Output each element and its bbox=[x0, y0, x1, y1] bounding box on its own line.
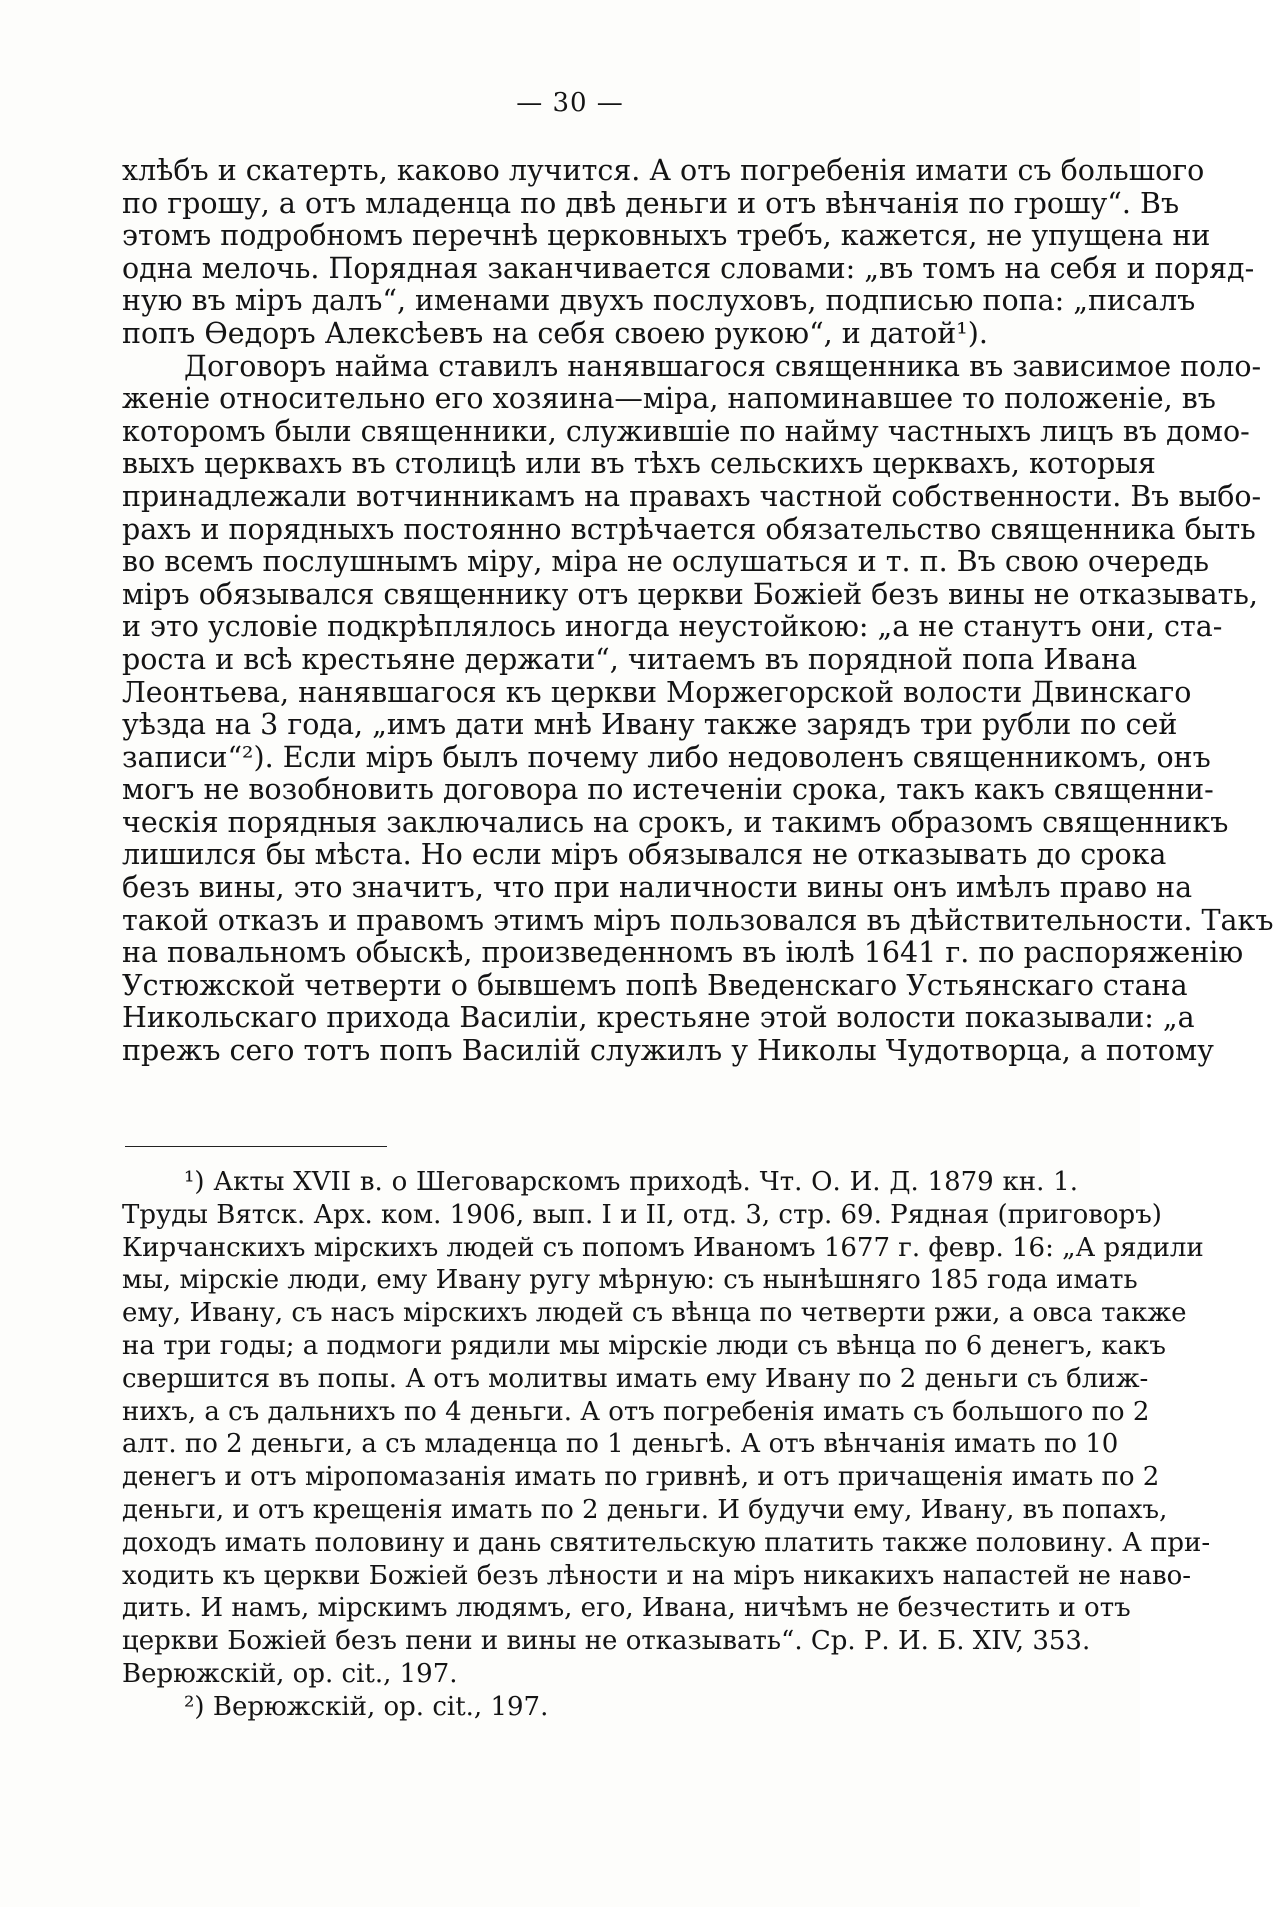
footnote-divider bbox=[125, 1146, 387, 1147]
text-line: записи“²). Если міръ былъ почему либо недоволенъ священникомъ, онъ bbox=[122, 740, 1211, 774]
footnote-line: деньги, и отъ крещенія имать по 2 деньги. И будучи ему, Ивану, въ попахъ, bbox=[122, 1494, 1168, 1525]
text-line: Устюжской четверти о бывшемъ попѣ Введенскаго Устьянскаго стана bbox=[122, 968, 1188, 1002]
footnote-line: Кирчанскихъ мірскихъ людей съ попомъ Иваномъ 1677 г. февр. 16: „А рядили bbox=[122, 1232, 1204, 1263]
text-line: женіе относительно его хозяина—міра, напоминавшее то положеніе, въ bbox=[122, 382, 1216, 416]
page-number: — 30 — bbox=[516, 88, 624, 118]
footnote-line: нихъ, а съ дальнихъ по 4 деньги. А отъ погребенія имать съ большого по 2 bbox=[122, 1396, 1150, 1427]
footnote-1 bbox=[122, 1166, 1211, 1691]
footnote-line: алт. по 2 деньги, а съ младенца по 1 деньгѣ. А отъ вѣнчанія имать по 10 bbox=[122, 1429, 1119, 1460]
paragraph bbox=[122, 154, 1255, 351]
footnote-line: ¹) Акты XVII в. о Шеговарскомъ приходѣ. Чт. О. И. Д. 1879 кн. 1. bbox=[184, 1167, 1078, 1197]
text-line: уѣзда на 3 года, „имъ дати мнѣ Ивану также зарядъ три рубли по сей bbox=[122, 708, 1178, 742]
footnote-line: ему, Ивану, съ насъ мірскихъ людей съ вѣнца по четверти ржи, а овса также bbox=[122, 1298, 1187, 1329]
footnote-line: денегъ и отъ міропомазанія имать по гривнѣ, и отъ причащенія имать по 2 bbox=[122, 1462, 1160, 1493]
text-line: Договоръ найма ставилъ нанявшагося священника въ зависимое поло- bbox=[184, 349, 1262, 383]
text-line: этомъ подробномъ перечнѣ церковныхъ требъ, кажется, не упущена ни bbox=[122, 219, 1211, 253]
text-line: рахъ и порядныхъ постоянно встрѣчается обязательство священника быть bbox=[122, 512, 1256, 546]
main-text bbox=[122, 154, 1273, 1068]
text-line: по грошу, а отъ младенца по двѣ деньги и отъ вѣнчанія по грошу“. Въ bbox=[122, 186, 1180, 220]
text-line: прежъ сего тотъ попъ Василій служилъ у Николы Чудотворца, а потому bbox=[122, 1034, 1214, 1068]
footnote-line: церкви Божіей безъ пени и вины не отказывать“. Ср. Р. И. Б. XIV, 353. bbox=[122, 1626, 1091, 1657]
text-line: на повальномъ обыскѣ, произведенномъ въ іюлѣ 1641 г. по распоряженію bbox=[122, 936, 1244, 970]
text-line: и это условіе подкрѣплялось иногда неустойкою: „а не станутъ они, ста- bbox=[122, 610, 1223, 644]
text-line: во всемъ послушнымъ міру, міра не ослушаться и т. п. Въ свою очередь bbox=[122, 545, 1209, 579]
footnote-line: мы, мірскіе люди, ему Ивану ругу мѣрную: съ нынѣшняго 185 года имать bbox=[122, 1265, 1138, 1296]
text-line: лишился бы мѣста. Но если міръ обязывался не отказывать до срока bbox=[122, 838, 1167, 872]
footnote-line: доходъ имать половину и дань святительскую платить также половину. А при- bbox=[122, 1527, 1211, 1558]
footnote-line: Труды Вятск. Арх. ком. 1906, вып. I и II, отд. 3, стр. 69. Рядная (приговоръ) bbox=[122, 1199, 1162, 1230]
footnote-line: дить. И намъ, мірскимъ людямъ, его, Ивана, ничѣмъ не безчестить и отъ bbox=[122, 1593, 1131, 1624]
footnote-line: ²) Верюжскій, op. cit., 197. bbox=[184, 1691, 549, 1722]
footnotes bbox=[122, 1166, 1211, 1724]
footnote-line: свершится въ попы. А отъ молитвы имать ему Ивану по 2 деньги съ ближ- bbox=[122, 1363, 1149, 1394]
text-line: ную въ міръ далъ“, именами двухъ послуховъ, подписью попа: „писалъ bbox=[122, 284, 1196, 318]
footnote-line: Верюжскій, op. cit., 197. bbox=[122, 1658, 458, 1689]
footnote-line: на три годы; а подмоги рядили мы мірскіе люди съ вѣнца по 6 денегъ, какъ bbox=[122, 1330, 1166, 1361]
text-line: которомъ были священники, служившіе по найму частныхъ лицъ въ домо- bbox=[122, 414, 1250, 448]
footnote-2 bbox=[122, 1691, 1078, 1724]
text-line: такой отказъ и правомъ этимъ міръ пользовался въ дѣйствительности. Такъ bbox=[122, 903, 1273, 937]
text-line: безъ вины, это значитъ, что при наличности вины онъ имѣлъ право на bbox=[122, 871, 1193, 905]
footnote-line: ходить къ церкви Божіей безъ лѣности и на міръ никакихъ напастей не наво- bbox=[122, 1560, 1192, 1591]
text-line: Никольскаго прихода Василіи, крестьяне этой волости показывали: „а bbox=[122, 1001, 1195, 1035]
text-line: Леонтьева, нанявшагося къ церкви Моржегорской волости Двинскаго bbox=[122, 675, 1192, 709]
text-line: роста и всѣ крестьяне держати“, читаемъ въ порядной попа Ивана bbox=[122, 642, 1138, 676]
text-line: міръ обязывался священнику отъ церкви Божіей безъ вины не отказывать, bbox=[122, 577, 1258, 611]
text-line: могъ не возобновить договора по истеченіи срока, такъ какъ священни- bbox=[122, 773, 1214, 807]
text-line: попъ Ѳедоръ Алексѣевъ на себя своею рукою“, и датой¹). bbox=[122, 316, 988, 350]
text-line: выхъ церквахъ въ столицѣ или въ тѣхъ сельскихъ церквахъ, которыя bbox=[122, 447, 1156, 481]
text-line: хлѣбъ и скатерть, каково лучится. А отъ погребенія имати съ большого bbox=[122, 154, 1205, 187]
paragraph bbox=[122, 349, 1273, 1068]
text-line: принадлежали вотчинникамъ на правахъ частной собственности. Въ выбо- bbox=[122, 479, 1262, 513]
text-line: ческія порядныя заключались на срокъ, и такимъ образомъ священникъ bbox=[122, 805, 1229, 839]
text-line: одна мелочь. Порядная заканчивается словами: „въ томъ на себя и поряд- bbox=[122, 251, 1255, 285]
